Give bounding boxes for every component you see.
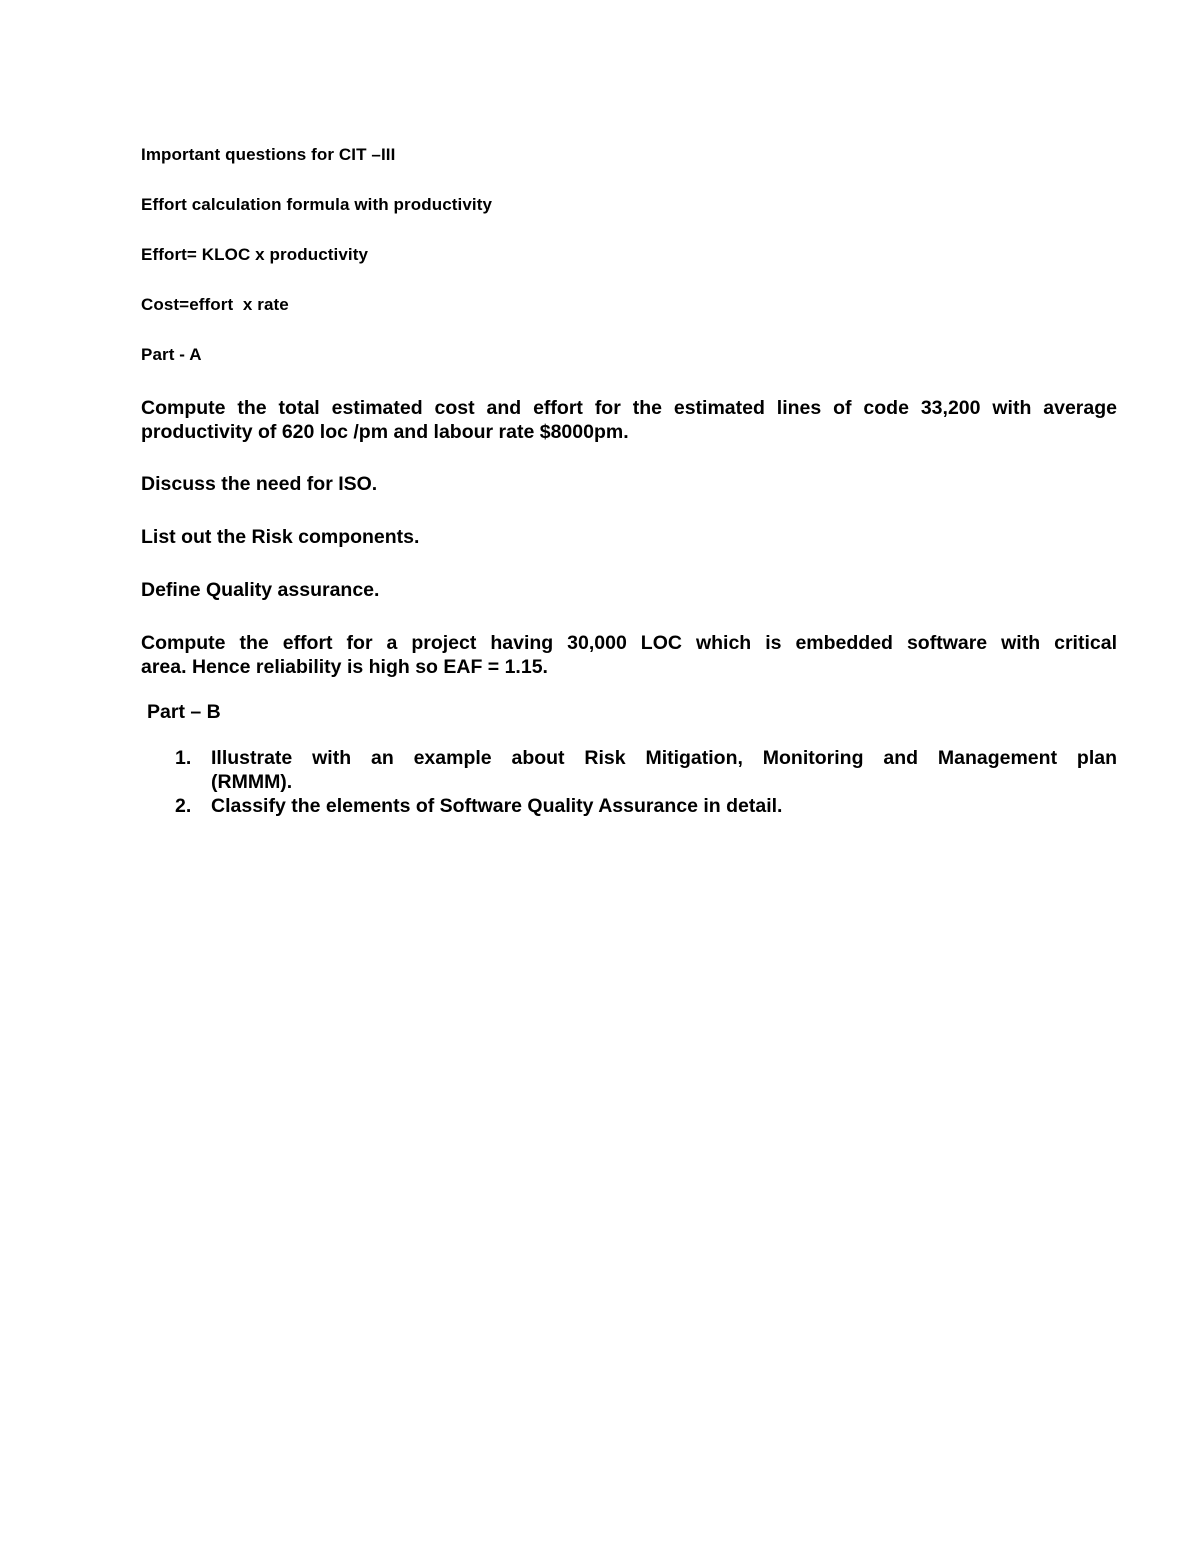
part-a-question-3 xyxy=(141,525,1117,549)
effort-formula: Effort= KLOC x productivity xyxy=(141,245,369,264)
part-a-question-4 xyxy=(141,578,1117,602)
part-a-question-3-line-1: List out the Risk components. xyxy=(141,526,420,548)
part-b-question-2-line-1: Classify the elements of Software Quality Assurance in detail. xyxy=(211,795,783,817)
part-b-label: Part – B xyxy=(147,701,221,723)
formula-heading: Effort calculation formula with productivity xyxy=(141,195,493,214)
part-a-question-5 xyxy=(141,631,1117,679)
part-b-question-1-number: 1. xyxy=(175,747,192,769)
part-a-question-5-line-1: Compute the effort for a project having 30,000 LOC which is embedded software with critical xyxy=(141,632,1117,654)
part-b-question-2-number: 2. xyxy=(175,795,192,817)
part-b-question-1-line-1: Illustrate with an example about Risk Mitigation, Monitoring and Management plan xyxy=(211,747,1117,769)
part-b-question-list xyxy=(175,746,1117,818)
part-a-question-2 xyxy=(141,472,1117,496)
cost-formula: Cost=effort x rate xyxy=(141,295,289,314)
part-a-question-4-line-1: Define Quality assurance. xyxy=(141,579,380,601)
part-a-question-1-line-2: productivity of 620 loc /pm and labour rate $8000pm. xyxy=(141,421,629,443)
part-b-question-1-line-2: (RMMM). xyxy=(211,771,293,793)
part-a-question-1 xyxy=(141,396,1117,444)
part-b-question-2 xyxy=(175,794,1117,818)
part-a-question-5-line-2: area. Hence reliability is high so EAF = 1.15. xyxy=(141,656,548,678)
header-title: Important questions for CIT –III xyxy=(141,145,396,164)
part-a-label: Part - A xyxy=(141,345,202,364)
part-a-question-1-line-1: Compute the total estimated cost and effort for the estimated lines of code 33,200 with average xyxy=(141,397,1117,419)
part-a-question-2-line-1: Discuss the need for ISO. xyxy=(141,473,378,495)
part-b-question-1 xyxy=(175,746,1117,794)
